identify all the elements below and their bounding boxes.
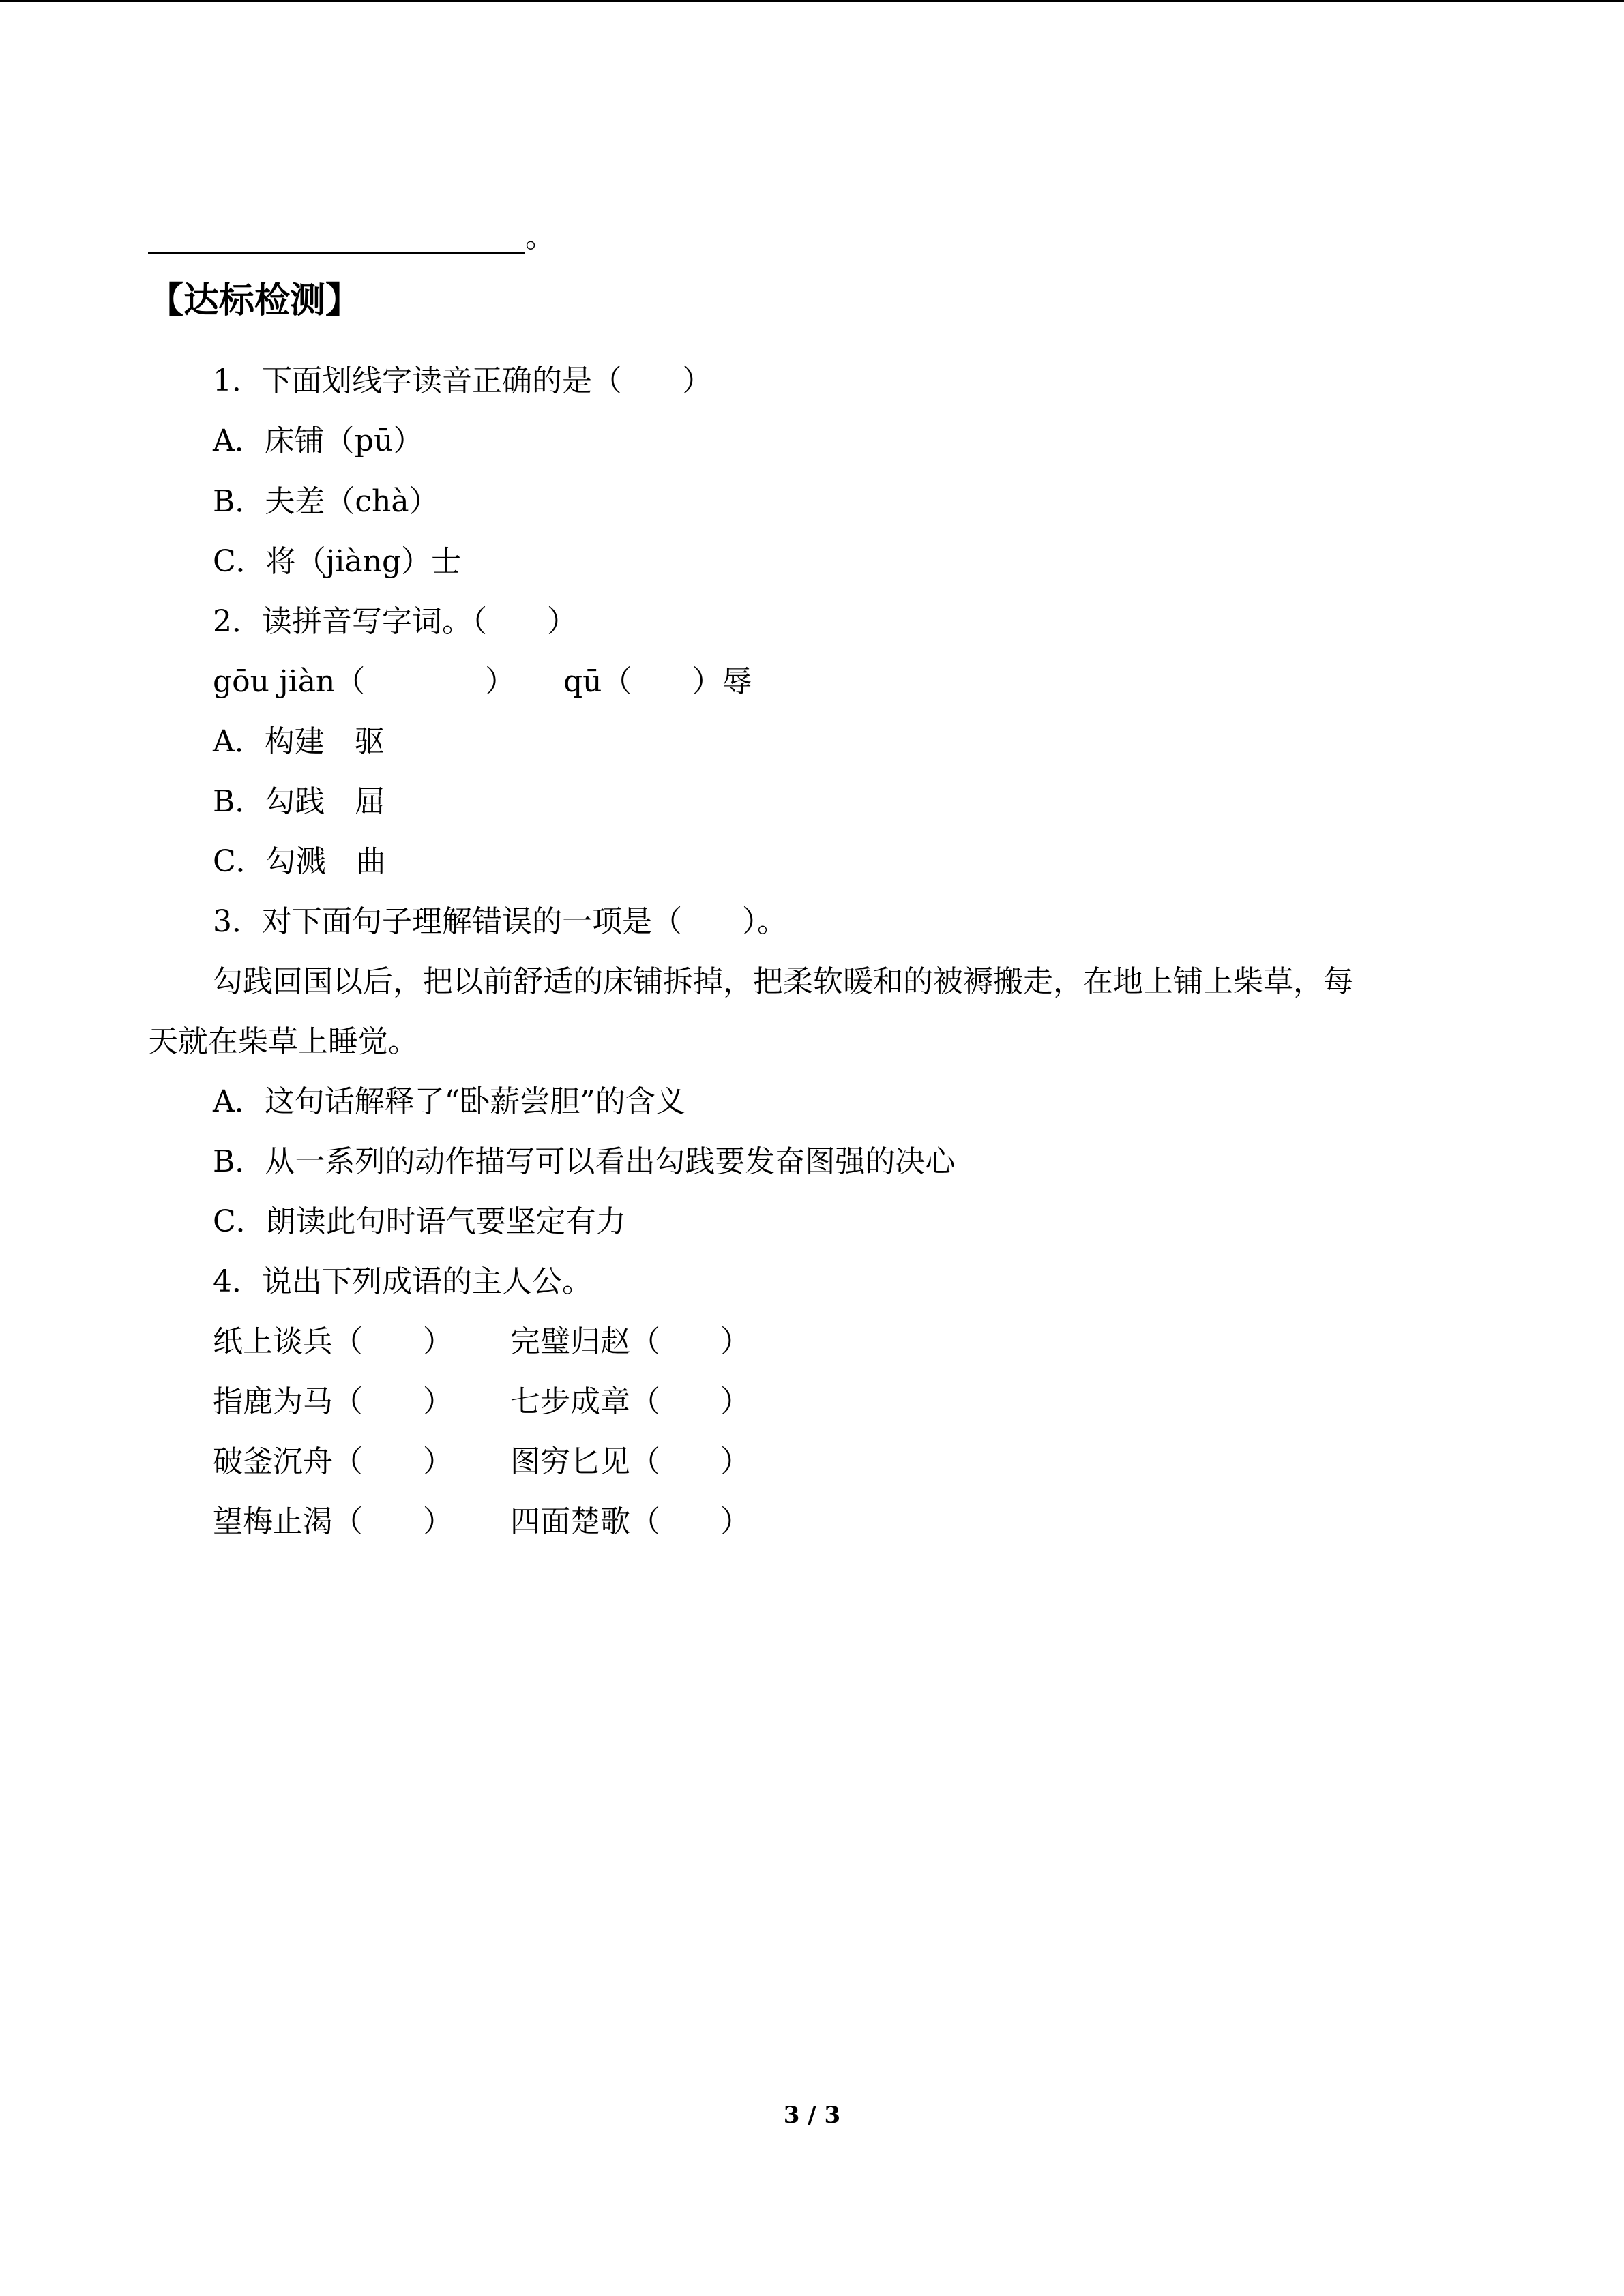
question-3-option-a: A．这句话解释了“卧薪尝胆”的含义 xyxy=(213,1084,685,1119)
answer-end-mark: 。 xyxy=(525,220,555,254)
question-2-option-b: B．勾践 屈 xyxy=(213,784,385,819)
question-1-option-a: A．床铺（pū） xyxy=(213,423,424,458)
question-3-stem: 3．对下面句子理解错误的一项是（ ）。 xyxy=(213,904,787,939)
question-2-option-c: C．勾溅 曲 xyxy=(213,844,386,879)
idiom-item: 四面楚歌（ ） xyxy=(510,1504,750,1539)
question-4-stem: 4．说出下列成语的主人公。 xyxy=(213,1264,592,1299)
idiom-row xyxy=(213,1442,750,1482)
idiom-row xyxy=(213,1322,750,1362)
top-border-rule xyxy=(0,0,1624,2)
question-3-option-c: C．朗读此句时语气要坚定有力 xyxy=(213,1204,626,1239)
pinyin-item-qu: qū（ ）辱 xyxy=(563,664,752,699)
question-2-stem: 2．读拼音写字词。（ ） xyxy=(213,604,577,639)
question-1-stem: 1．下面划线字读音正确的是（ ） xyxy=(213,363,712,398)
question-1-option-c: C．将（jiàng）士 xyxy=(213,544,462,579)
question-1-option-b: B．夫差（chà） xyxy=(213,484,439,519)
idiom-item: 指鹿为马（ ） xyxy=(213,1384,453,1419)
idiom-item: 破釜沉舟（ ） xyxy=(213,1444,453,1479)
section-title: 【达标检测】 xyxy=(148,280,361,321)
pinyin-item-goujian: gōu jiàn（ ） xyxy=(213,664,516,699)
idiom-row xyxy=(213,1502,750,1542)
idiom-row xyxy=(213,1382,750,1422)
page-number: 3 / 3 xyxy=(783,2102,841,2129)
idiom-item: 完璧归赵（ ） xyxy=(510,1324,750,1359)
question-2-pinyin-row xyxy=(213,661,752,702)
question-3-passage-line-2: 天就在柴草上睡觉。 xyxy=(148,1024,418,1059)
question-3-option-b: B．从一系列的动作描写可以看出勾践要发奋图强的决心 xyxy=(213,1144,956,1179)
idiom-item: 望梅止渴（ ） xyxy=(213,1504,453,1539)
answer-blank-line xyxy=(148,252,525,254)
question-3-passage-line-1: 勾践回国以后，把以前舒适的床铺拆掉，把柔软暖和的被褥搬走，在地上铺上柴草，每 xyxy=(213,964,1353,999)
idiom-item: 图穷匕见（ ） xyxy=(510,1444,750,1479)
idiom-item: 七步成章（ ） xyxy=(510,1384,750,1419)
question-2-option-a: A．构建 驱 xyxy=(213,724,385,759)
idiom-item: 纸上谈兵（ ） xyxy=(213,1324,453,1359)
